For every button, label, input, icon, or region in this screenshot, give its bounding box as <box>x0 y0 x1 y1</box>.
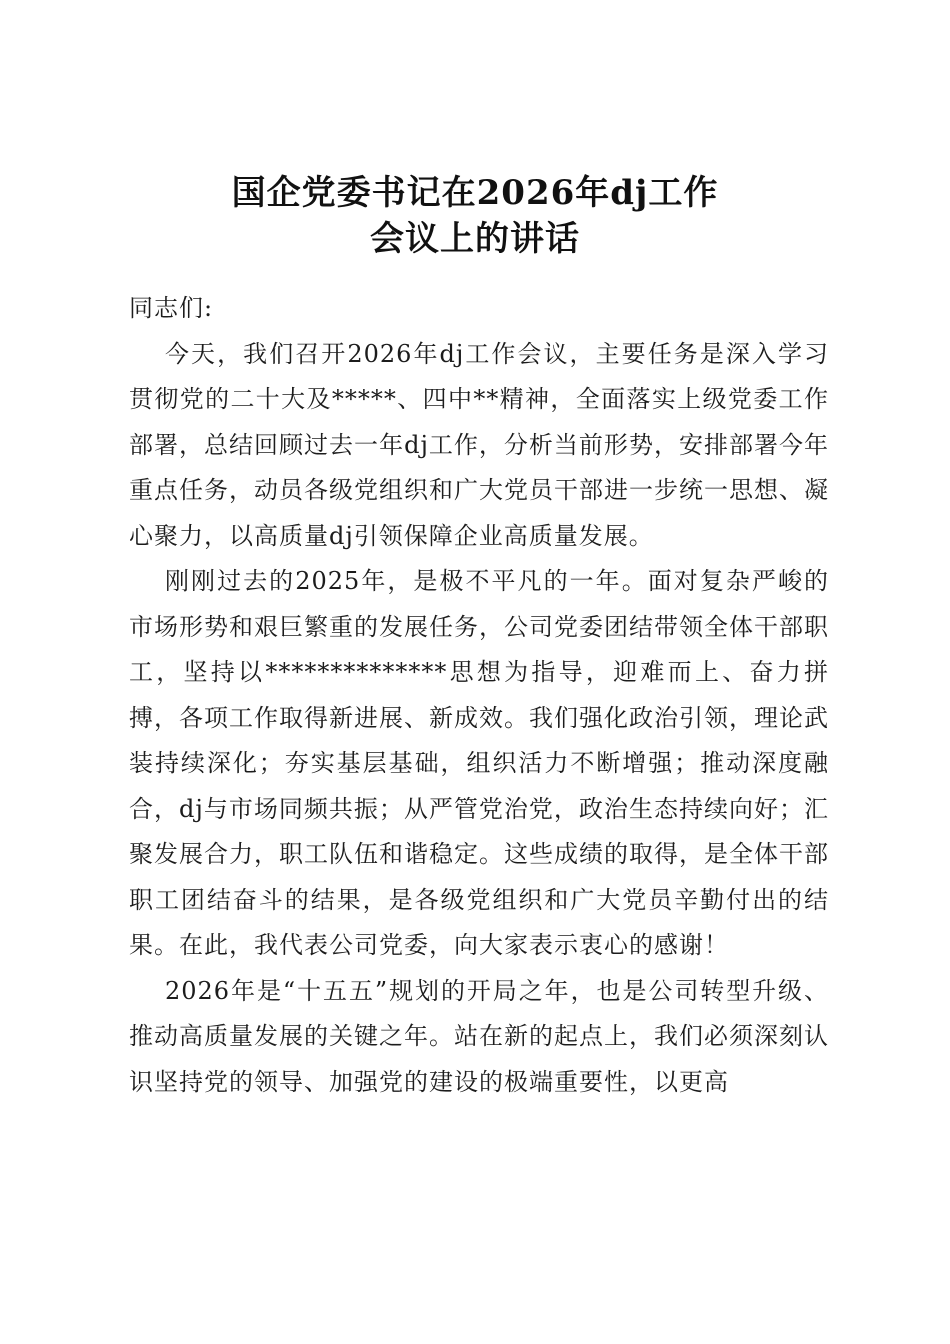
paragraph-2: 刚刚过去的2025年，是极不平凡的一年。面对复杂严峻的市场形势和艰巨繁重的发展任务，公司党委团结带领全体干部职工，坚持以**************思想为指导，迎难而上、奋力拼搏，各项工作取得新进展、新成效。我们强化政治引领，理论武装持续深化；夯实基层基础，组织活力不断增强；推动深度融合，dj与市场同频共振；从严管党治党，政治生态持续向好；汇聚发展合力，职工队伍和谐稳定。这些成绩的取得，是全体干部职工团结奋斗的结果，是各级党组织和广大党员辛勤付出的结果。在此，我代表公司党委，向大家表示衷心的感谢！ <box>129 567 829 959</box>
salutation: 同志们: <box>129 294 214 322</box>
paragraph-3: 2026年是“十五五”规划的开局之年，也是公司转型升级、推动高质量发展的关键之年。站在新的起点上，我们必须深刻认识坚持党的领导、加强党的建设的极端重要性，以更高 <box>129 976 829 1096</box>
paragraph-1: 今天，我们召开2026年dj工作会议，主要任务是深入学习贯彻党的二十大及*****、四中**精神，全面落实上级党委工作部署，总结回顾过去一年dj工作，分析当前形势，安排部署今年重点任务，动员各级党组织和广大党员干部进一步统一思想、凝心聚力，以高质量dj引领保障企业高质量发展。 <box>129 339 829 550</box>
document-title-line-1: 国企党委书记在2026年dj工作 <box>231 173 719 213</box>
document-title-line-2: 会议上的讲话 <box>370 219 580 259</box>
document-body <box>129 286 829 1105</box>
